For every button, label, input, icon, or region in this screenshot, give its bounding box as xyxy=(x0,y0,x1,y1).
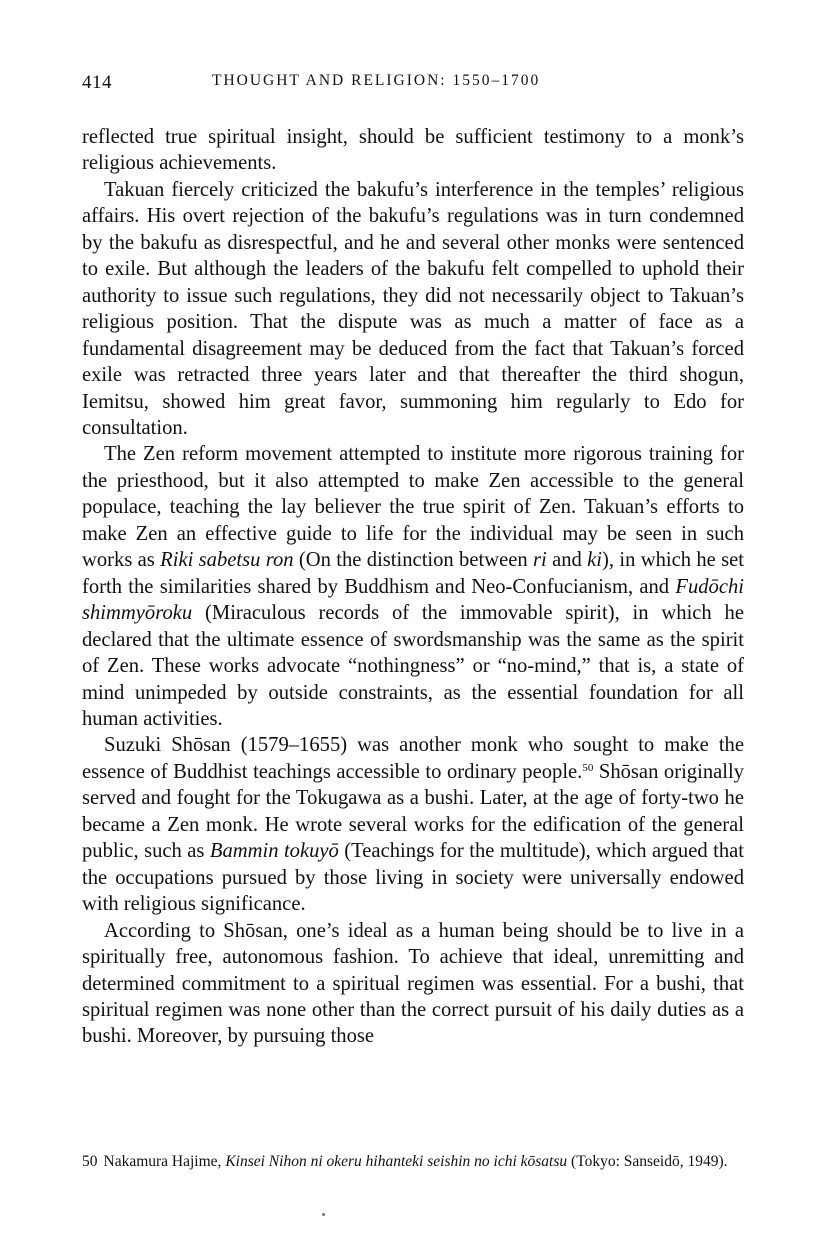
text-run: Nakamura Hajime, xyxy=(103,1153,226,1170)
text-run: According to Shōsan, one’s ideal as a human being should be to live in a spiritually free, autonomous fashion. To achieve that ideal, unremitting and determined commitment to a spiritual regimen was essential. For a bushi, that spiritual regimen was none other than the correct pursuit of his daily duties as a bushi. Moreover, by pursuing those xyxy=(82,919,744,1048)
italic-title: ki xyxy=(587,549,603,572)
text-run: reflected true spiritual insight, should be sufficient testimony to a monk’s religious achievements. xyxy=(82,126,744,175)
text-run: (On the distinction between xyxy=(293,549,533,572)
text-run: (Miraculous records of the immovable spirit), in which he declared that the ultimate essence of swordsmanship was the same as the spirit of Zen. These works advocate “nothingness” or “no-mind,” that is, a state of mind unimpeded by outside constraints, as the essential foundation for all human activities. xyxy=(82,602,744,730)
text-run: Suzuki Shōsan (1579–1655) was another monk who sought to make the essence of Buddhist teachings accessible to ordinary people. xyxy=(82,734,744,783)
text-run: The Zen reform movement attempted to institute more rigorous training for the priesthood, but it also attempted to make Zen accessible to the general populace, teaching the lay believer the true spirit of Zen. Takuan’s efforts to make Zen an effective guide to life for the individual may be seen in such works as xyxy=(82,443,744,572)
text-run: Shōsan originally served and fought for the Tokugawa as a bushi. Later, at the age of forty-two he became a Zen monk. He wrote several works for the edification of the general public, such as xyxy=(82,760,744,863)
footnote xyxy=(82,1152,744,1172)
italic-title: Kinsei Nihon ni okeru hihanteki seishin no ichi kōsatsu xyxy=(225,1153,568,1170)
paragraph xyxy=(82,732,744,917)
italic-title: Riki sabetsu ron xyxy=(160,549,294,572)
paragraph xyxy=(82,918,744,1050)
italic-title: Fudōchi shimmyōroku xyxy=(82,575,744,625)
text-run: Takuan fiercely criticized the bakufu’s interference in the temples’ religious affairs. His overt rejection of the bakufu’s regulations was in turn condemned by the bakufu as disrespectful, and he and several other monks were sentenced to exile. But although the leaders of the bakufu felt compelled to uphold their authority to issue such regulations, they did not necessarily object to Takuan’s religious position. That the dispute was as much a matter of face as a fundamental disagreement may be deduced from the fact that Takuan’s forced exile was retracted three years later and that thereafter the third shogun, Iemitsu, showed him great favor, summoning him regularly to Edo for consultation. xyxy=(82,178,744,439)
footnote-number: 50 xyxy=(82,1153,98,1170)
page-header xyxy=(82,72,744,102)
body-text xyxy=(82,124,744,1050)
paragraph xyxy=(82,124,744,177)
text-run: and xyxy=(546,549,588,572)
italic-title: ri xyxy=(533,549,547,572)
footnote-text xyxy=(104,1153,728,1170)
italic-title: Bammin tokuyō xyxy=(209,840,339,863)
running-head: THOUGHT AND RELIGION: 1550–1700 xyxy=(212,72,541,89)
paragraph xyxy=(82,177,744,442)
printer-mark xyxy=(322,1213,325,1216)
page-number: 414 xyxy=(82,72,112,93)
paragraph xyxy=(82,441,744,732)
text-run: (Tokyo: Sanseidō, 1949). xyxy=(567,1153,728,1170)
text-run: ), in which he set forth the similarities shared by Buddhism and Neo-Confucianism, and xyxy=(82,549,744,598)
text-run: (Teachings for the multitude), which argued that the occupations pursued by those living in society were universally endowed with religious significance. xyxy=(82,840,744,916)
footnote-ref: 50 xyxy=(582,761,594,774)
